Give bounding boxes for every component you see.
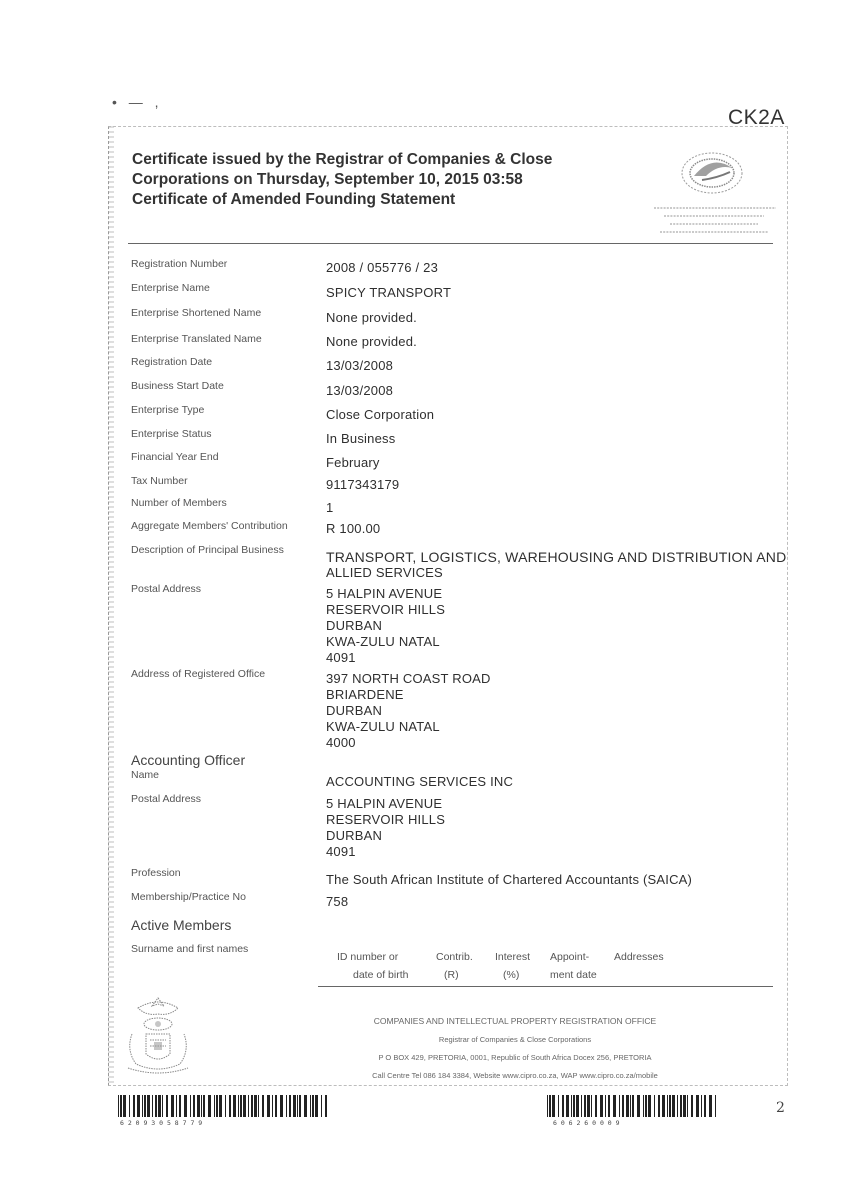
footer-contact: Call Centre Tel 086 184 3384, Website www.cipro.co.za, WAP www.cipro.co.za/mobile bbox=[372, 1071, 658, 1080]
barcode-left bbox=[116, 1094, 330, 1126]
label-registered-office: Address of Registered Office bbox=[131, 668, 266, 680]
label-profession: Profession bbox=[131, 867, 181, 879]
barcode-bar bbox=[171, 1095, 174, 1117]
barcode-bar bbox=[304, 1095, 307, 1117]
barcode-bar bbox=[176, 1095, 177, 1117]
value-registered-office bbox=[326, 671, 491, 751]
label-enterprise-type: Enterprise Type bbox=[131, 404, 205, 416]
postal-address-line: DURBAN bbox=[326, 618, 383, 633]
label-enterprise-shortened-name: Enterprise Shortened Name bbox=[131, 307, 262, 319]
label-membership-no: Membership/Practice No bbox=[131, 891, 246, 903]
title-line-1: Certificate issued by the Registrar of Companies & Close bbox=[132, 151, 553, 168]
barcode-bar bbox=[566, 1095, 569, 1117]
barcode-bar bbox=[315, 1095, 318, 1117]
value-membership-no: 758 bbox=[326, 894, 349, 909]
label-registration-date: Registration Date bbox=[131, 356, 213, 368]
active-members-heading: Active Members bbox=[131, 917, 232, 933]
principal-business-line-1: TRANSPORT, LOGISTICS, WAREHOUSING AND DISTRIBUTION AND bbox=[326, 549, 787, 565]
label-principal-business: Description of Principal Business bbox=[131, 544, 284, 556]
footer-divider bbox=[318, 986, 773, 987]
barcode-bar bbox=[677, 1095, 678, 1117]
barcode-bar bbox=[701, 1095, 702, 1117]
title-line-3: Certificate of Amended Founding Statement bbox=[132, 191, 456, 208]
barcode-bar bbox=[576, 1095, 579, 1117]
barcode-bar bbox=[549, 1095, 551, 1117]
registered-office-line: 397 NORTH COAST ROAD bbox=[326, 671, 491, 686]
barcode-bar bbox=[637, 1095, 640, 1117]
barcode-bar bbox=[240, 1095, 242, 1117]
value-financial-year-end: February bbox=[326, 455, 380, 470]
barcode-bar bbox=[203, 1095, 205, 1117]
postal-address-line: RESERVOIR HILLS bbox=[326, 602, 446, 617]
barcode-bar bbox=[709, 1095, 712, 1117]
barcode-right-digits: 6 0 6 2 6 0 0 0 9 bbox=[553, 1119, 620, 1126]
barcode-bar bbox=[272, 1095, 273, 1117]
label-officer-postal-address: Postal Address bbox=[131, 793, 202, 805]
barcode-bar bbox=[654, 1095, 655, 1117]
barcode-bar bbox=[658, 1095, 660, 1117]
label-officer-name: Name bbox=[131, 769, 160, 781]
barcode-bar bbox=[129, 1095, 130, 1117]
barcode-bar bbox=[233, 1095, 236, 1117]
barcode-bar bbox=[547, 1095, 548, 1117]
value-aggregate-contribution: R 100.00 bbox=[326, 521, 381, 536]
barcode-bar bbox=[310, 1095, 311, 1117]
barcode-bar bbox=[600, 1095, 603, 1117]
label-enterprise-status: Enterprise Status bbox=[131, 428, 212, 440]
barcode-bar bbox=[238, 1095, 239, 1117]
barcode-bar bbox=[248, 1095, 249, 1117]
value-business-start-date: 13/03/2008 bbox=[326, 383, 394, 398]
barcode-bar bbox=[289, 1095, 291, 1117]
barcode-bar bbox=[193, 1095, 195, 1117]
label-enterprise-name: Enterprise Name bbox=[131, 282, 210, 294]
barcode-bar bbox=[558, 1095, 559, 1117]
barcode-bar bbox=[571, 1095, 572, 1117]
label-number-of-members: Number of Members bbox=[131, 497, 227, 509]
barcode-bar bbox=[581, 1095, 582, 1117]
barcode-bar bbox=[715, 1095, 716, 1117]
barcode-left-digits: 6 2 0 9 3 0 5 8 7 7 9 bbox=[120, 1119, 203, 1126]
barcode-bar bbox=[622, 1095, 624, 1117]
barcode-bar bbox=[179, 1095, 181, 1117]
column-addresses: Addresses bbox=[614, 951, 664, 963]
barcode-bar bbox=[299, 1095, 301, 1117]
barcode-bar bbox=[280, 1095, 283, 1117]
column-appointment-date: Appoint- ment date bbox=[550, 951, 597, 981]
barcode-bar bbox=[158, 1095, 161, 1117]
barcode-bar bbox=[142, 1095, 143, 1117]
postal-address-line: KWA-ZULU NATAL bbox=[326, 634, 440, 649]
barcode-bar bbox=[229, 1095, 231, 1117]
barcode-bar bbox=[584, 1095, 586, 1117]
registered-office-line: DURBAN bbox=[326, 703, 383, 718]
barcode-bar bbox=[667, 1095, 668, 1117]
barcode-bar bbox=[162, 1095, 163, 1117]
value-registration-date: 13/03/2008 bbox=[326, 358, 394, 373]
barcode-bar bbox=[680, 1095, 682, 1117]
barcode-bar bbox=[591, 1095, 592, 1117]
value-registration-number: 2008 / 055776 / 23 bbox=[326, 260, 439, 275]
barcode-bar bbox=[201, 1095, 202, 1117]
barcode-bar bbox=[696, 1095, 699, 1117]
value-enterprise-status: In Business bbox=[326, 431, 396, 446]
certificate-title bbox=[132, 150, 602, 210]
value-enterprise-name: SPICY TRANSPORT bbox=[326, 285, 452, 300]
barcode-bar bbox=[267, 1095, 270, 1117]
barcode-bar bbox=[645, 1095, 647, 1117]
title-line-2: Corporations on Thursday, September 10, 2015 03:58 bbox=[132, 171, 523, 188]
barcode-bar bbox=[312, 1095, 314, 1117]
barcode-bar bbox=[552, 1095, 555, 1117]
registered-office-line: 4000 bbox=[326, 735, 356, 750]
column-id-number: ID number or date of birth bbox=[337, 951, 409, 981]
officer-postal-line: DURBAN bbox=[326, 828, 383, 843]
value-enterprise-shortened-name: None provided. bbox=[326, 310, 417, 325]
barcode-bar bbox=[118, 1095, 119, 1117]
barcode-bar bbox=[251, 1095, 253, 1117]
accounting-officer-heading: Accounting Officer bbox=[131, 752, 246, 768]
form-code: CK2A bbox=[728, 106, 785, 129]
value-number-of-members: 1 bbox=[326, 500, 334, 515]
barcode-bar bbox=[297, 1095, 298, 1117]
postal-address-line: 5 HALPIN AVENUE bbox=[326, 586, 443, 601]
barcode-bar bbox=[123, 1095, 126, 1117]
page-number: 2 bbox=[776, 1100, 785, 1116]
barcode-bar bbox=[630, 1095, 631, 1117]
value-officer-postal-address bbox=[326, 796, 445, 860]
barcode-bar bbox=[275, 1095, 277, 1117]
barcode-bar bbox=[669, 1095, 671, 1117]
stray-marks: • — , bbox=[112, 94, 163, 110]
barcode-bar bbox=[595, 1095, 597, 1117]
cipc-logo-icon bbox=[672, 148, 752, 198]
barcode-bar bbox=[683, 1095, 686, 1117]
barcode-bar bbox=[608, 1095, 610, 1117]
barcode-bar bbox=[286, 1095, 287, 1117]
coat-of-arms-icon bbox=[118, 994, 198, 1078]
officer-postal-line: 4091 bbox=[326, 844, 356, 859]
barcode-bar bbox=[258, 1095, 259, 1117]
value-postal-address bbox=[326, 586, 445, 666]
officer-postal-line: 5 HALPIN AVENUE bbox=[326, 796, 443, 811]
barcode-bar bbox=[219, 1095, 222, 1117]
column-interest: Interest (%) bbox=[495, 951, 531, 981]
postal-address-line: 4091 bbox=[326, 650, 356, 665]
footer-address: P O BOX 429, PRETORIA, 0001, Republic of South Africa Docex 256, PRETORIA bbox=[378, 1053, 652, 1062]
barcode-bar bbox=[562, 1095, 564, 1117]
barcode-bar bbox=[672, 1095, 675, 1117]
barcode-bar bbox=[120, 1095, 122, 1117]
barcode-bar bbox=[293, 1095, 296, 1117]
document-frame bbox=[108, 126, 788, 1086]
barcode-bar bbox=[190, 1095, 191, 1117]
barcode-bar bbox=[166, 1095, 168, 1117]
barcode-bar bbox=[613, 1095, 616, 1117]
barcode-bar bbox=[184, 1095, 187, 1117]
registered-office-line: BRIARDENE bbox=[326, 687, 404, 702]
label-aggregate-contribution: Aggregate Members' Contribution bbox=[131, 520, 288, 532]
value-tax-number: 9117343179 bbox=[326, 477, 400, 492]
value-enterprise-translated-name: None provided. bbox=[326, 334, 417, 349]
label-tax-number: Tax Number bbox=[131, 475, 188, 487]
barcode-bar bbox=[144, 1095, 146, 1117]
barcode-bar bbox=[321, 1095, 322, 1117]
value-profession: The South African Institute of Chartered Accountants (SAICA) bbox=[326, 872, 693, 887]
barcode-bar bbox=[197, 1095, 200, 1117]
barcode-bar bbox=[243, 1095, 246, 1117]
barcode-bar bbox=[587, 1095, 590, 1117]
header-divider bbox=[128, 243, 773, 244]
barcode-right bbox=[545, 1094, 720, 1126]
barcode-bar bbox=[208, 1095, 211, 1117]
registered-office-line: KWA-ZULU NATAL bbox=[326, 719, 440, 734]
barcode-bar bbox=[152, 1095, 153, 1117]
cipc-logo-caption bbox=[650, 202, 780, 242]
barcode-bar bbox=[626, 1095, 629, 1117]
footer-registrar: Registrar of Companies & Close Corporations bbox=[438, 1035, 592, 1044]
barcode-bar bbox=[704, 1095, 706, 1117]
value-principal-business bbox=[326, 549, 786, 581]
barcode-bar bbox=[619, 1095, 620, 1117]
barcode-bar bbox=[262, 1095, 264, 1117]
footer-office: COMPANIES AND INTELLECTUAL PROPERTY REGISTRATION OFFICE bbox=[373, 1016, 657, 1026]
label-surname-first-names: Surname and first names bbox=[131, 943, 249, 955]
barcode-bar bbox=[605, 1095, 606, 1117]
officer-postal-line: RESERVOIR HILLS bbox=[326, 812, 446, 827]
label-financial-year-end: Financial Year End bbox=[131, 451, 219, 463]
barcode-bar bbox=[325, 1095, 327, 1117]
barcode-bar bbox=[214, 1095, 215, 1117]
value-enterprise-type: Close Corporation bbox=[326, 407, 435, 422]
barcode-bar bbox=[137, 1095, 140, 1117]
barcode-bar bbox=[632, 1095, 634, 1117]
barcode-bar bbox=[147, 1095, 150, 1117]
barcode-bar bbox=[643, 1095, 644, 1117]
value-officer-name: ACCOUNTING SERVICES INC bbox=[326, 774, 514, 789]
barcode-bar bbox=[225, 1095, 226, 1117]
barcode-bar bbox=[687, 1095, 688, 1117]
barcode-bar bbox=[216, 1095, 218, 1117]
barcode-bar bbox=[662, 1095, 665, 1117]
barcode-bar bbox=[155, 1095, 157, 1117]
barcode-bar bbox=[133, 1095, 135, 1117]
principal-business-line-2: ALLIED SERVICES bbox=[326, 565, 443, 580]
label-enterprise-translated-name: Enterprise Translated Name bbox=[131, 333, 262, 345]
label-business-start-date: Business Start Date bbox=[131, 380, 224, 392]
barcode-bar bbox=[648, 1095, 651, 1117]
column-contribution: Contrib. (R) bbox=[436, 951, 473, 981]
barcode-bar bbox=[691, 1095, 693, 1117]
label-registration-number: Registration Number bbox=[131, 258, 228, 270]
barcode-bar bbox=[254, 1095, 257, 1117]
label-postal-address: Postal Address bbox=[131, 583, 202, 595]
barcode-bar bbox=[573, 1095, 575, 1117]
